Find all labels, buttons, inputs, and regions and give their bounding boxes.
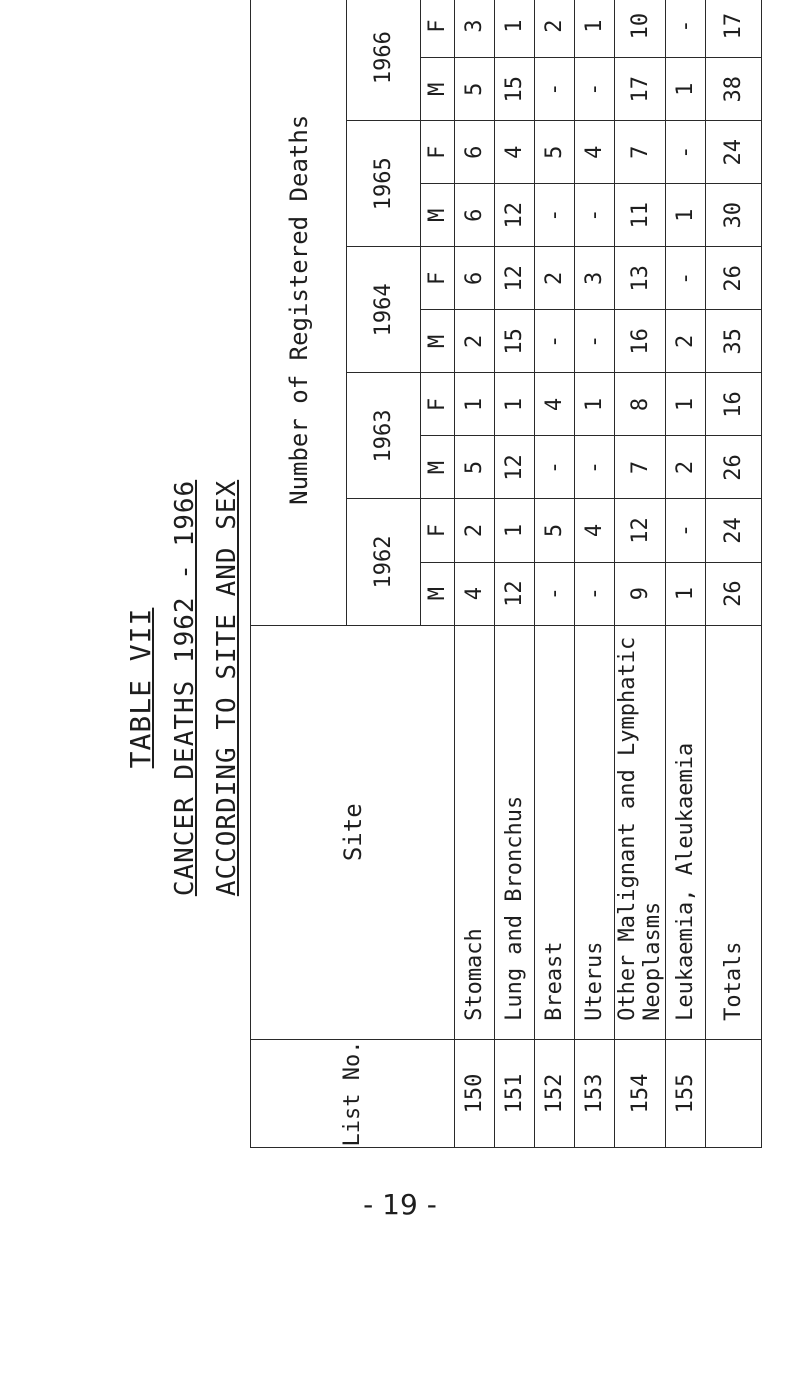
death-count-cell: 7 bbox=[615, 436, 666, 499]
year-header: 1965 bbox=[347, 121, 421, 247]
death-count-cell: 2 bbox=[666, 310, 706, 373]
female-header: F bbox=[421, 121, 455, 184]
death-count-cell: 12 bbox=[615, 499, 666, 562]
total-cell: 24 bbox=[706, 499, 762, 562]
total-cell: 35 bbox=[706, 310, 762, 373]
table-row bbox=[455, 0, 495, 1148]
death-count-cell: - bbox=[575, 184, 615, 247]
death-count-cell: 2 bbox=[535, 247, 575, 310]
list-no-cell: 155 bbox=[666, 1039, 706, 1147]
male-header: M bbox=[421, 184, 455, 247]
total-cell: 26 bbox=[706, 562, 762, 625]
death-count-cell: 1 bbox=[495, 0, 535, 58]
death-count-cell: 12 bbox=[495, 436, 535, 499]
death-count-cell: 1 bbox=[666, 562, 706, 625]
death-count-cell: 5 bbox=[535, 121, 575, 184]
year-header: 1963 bbox=[347, 373, 421, 499]
female-header: F bbox=[421, 0, 455, 58]
total-cell: 26 bbox=[706, 247, 762, 310]
death-count-cell: - bbox=[666, 0, 706, 58]
table-row bbox=[535, 0, 575, 1148]
death-count-cell: 11 bbox=[615, 184, 666, 247]
death-count-cell: 13 bbox=[615, 247, 666, 310]
death-count-cell: - bbox=[666, 121, 706, 184]
site-header: Site bbox=[251, 625, 455, 1039]
cancer-deaths-table bbox=[250, 0, 762, 1148]
death-count-cell: - bbox=[575, 310, 615, 373]
death-count-cell: 1 bbox=[666, 58, 706, 121]
death-count-cell: 5 bbox=[455, 436, 495, 499]
year-header: 1966 bbox=[347, 0, 421, 121]
list-no-cell: 151 bbox=[495, 1039, 535, 1147]
total-cell: 16 bbox=[706, 373, 762, 436]
death-count-cell: - bbox=[575, 436, 615, 499]
death-count-cell: 12 bbox=[495, 247, 535, 310]
death-count-cell: 8 bbox=[615, 373, 666, 436]
totals-list-cell bbox=[706, 1039, 762, 1147]
death-count-cell: 3 bbox=[455, 0, 495, 58]
death-count-cell: 5 bbox=[535, 499, 575, 562]
death-count-cell: 1 bbox=[455, 373, 495, 436]
table-row bbox=[575, 0, 615, 1148]
death-count-cell: - bbox=[575, 58, 615, 121]
table-row bbox=[615, 0, 666, 1148]
death-count-cell: 4 bbox=[535, 373, 575, 436]
death-count-cell: 2 bbox=[535, 0, 575, 58]
death-count-cell: 10 bbox=[615, 0, 666, 58]
list-no-cell: 153 bbox=[575, 1039, 615, 1147]
death-count-cell: 2 bbox=[455, 499, 495, 562]
death-count-cell: 17 bbox=[615, 58, 666, 121]
deaths-header: Number of Registered Deaths bbox=[251, 0, 347, 625]
death-count-cell: 4 bbox=[575, 121, 615, 184]
death-count-cell: 5 bbox=[455, 58, 495, 121]
death-count-cell: - bbox=[535, 310, 575, 373]
death-count-cell: 1 bbox=[575, 0, 615, 58]
table-subtitle: CANCER DEATHS 1962 - 1966 bbox=[170, 479, 200, 897]
death-count-cell: - bbox=[666, 247, 706, 310]
list-no-cell: 154 bbox=[615, 1039, 666, 1147]
year-header: 1962 bbox=[347, 499, 421, 625]
list-no-header: List No. bbox=[251, 1039, 455, 1147]
death-count-cell: 1 bbox=[495, 499, 535, 562]
male-header: M bbox=[421, 310, 455, 373]
death-count-cell: 2 bbox=[455, 310, 495, 373]
death-count-cell: 2 bbox=[666, 436, 706, 499]
death-count-cell: 1 bbox=[666, 373, 706, 436]
year-header: 1964 bbox=[347, 247, 421, 373]
site-cell: Stomach bbox=[455, 625, 495, 1039]
site-cell: Leukaemia, Aleukaemia bbox=[666, 625, 706, 1039]
death-count-cell: 12 bbox=[495, 184, 535, 247]
total-cell: 26 bbox=[706, 436, 762, 499]
death-count-cell: 15 bbox=[495, 310, 535, 373]
list-no-cell: 150 bbox=[455, 1039, 495, 1147]
death-count-cell: 7 bbox=[615, 121, 666, 184]
page-number: - 19 - bbox=[363, 1188, 437, 1221]
table-row bbox=[666, 0, 706, 1148]
total-cell: 38 bbox=[706, 58, 762, 121]
table-subtitle-2: ACCORDING TO SITE AND SEX bbox=[212, 479, 242, 897]
list-no-cell: 152 bbox=[535, 1039, 575, 1147]
death-count-cell: 3 bbox=[575, 247, 615, 310]
death-count-cell: 1 bbox=[495, 373, 535, 436]
death-count-cell: 9 bbox=[615, 562, 666, 625]
female-header: F bbox=[421, 373, 455, 436]
death-count-cell: 4 bbox=[495, 121, 535, 184]
male-header: M bbox=[421, 562, 455, 625]
death-count-cell: 6 bbox=[455, 247, 495, 310]
site-cell: Uterus bbox=[575, 625, 615, 1039]
death-count-cell: - bbox=[666, 499, 706, 562]
totals-label: Totals bbox=[706, 625, 762, 1039]
total-cell: 17 bbox=[706, 0, 762, 58]
site-cell: Lung and Bronchus bbox=[495, 625, 535, 1039]
table-row bbox=[495, 0, 535, 1148]
death-count-cell: 12 bbox=[495, 562, 535, 625]
female-header: F bbox=[421, 499, 455, 562]
total-cell: 24 bbox=[706, 121, 762, 184]
death-count-cell: 4 bbox=[575, 499, 615, 562]
death-count-cell: 16 bbox=[615, 310, 666, 373]
death-count-cell: 6 bbox=[455, 184, 495, 247]
death-count-cell: 1 bbox=[666, 184, 706, 247]
female-header: F bbox=[421, 247, 455, 310]
death-count-cell: - bbox=[535, 436, 575, 499]
death-count-cell: - bbox=[575, 562, 615, 625]
site-cell: Other Malignant and Lymphatic Neoplasms bbox=[615, 625, 666, 1039]
death-count-cell: 6 bbox=[455, 121, 495, 184]
male-header: M bbox=[421, 436, 455, 499]
death-count-cell: 15 bbox=[495, 58, 535, 121]
total-cell: 30 bbox=[706, 184, 762, 247]
death-count-cell: - bbox=[535, 58, 575, 121]
table-title: TABLE VII bbox=[124, 607, 157, 769]
male-header: M bbox=[421, 58, 455, 121]
site-cell: Breast bbox=[535, 625, 575, 1039]
death-count-cell: 1 bbox=[575, 373, 615, 436]
death-count-cell: 4 bbox=[455, 562, 495, 625]
death-count-cell: - bbox=[535, 562, 575, 625]
death-count-cell: - bbox=[535, 184, 575, 247]
